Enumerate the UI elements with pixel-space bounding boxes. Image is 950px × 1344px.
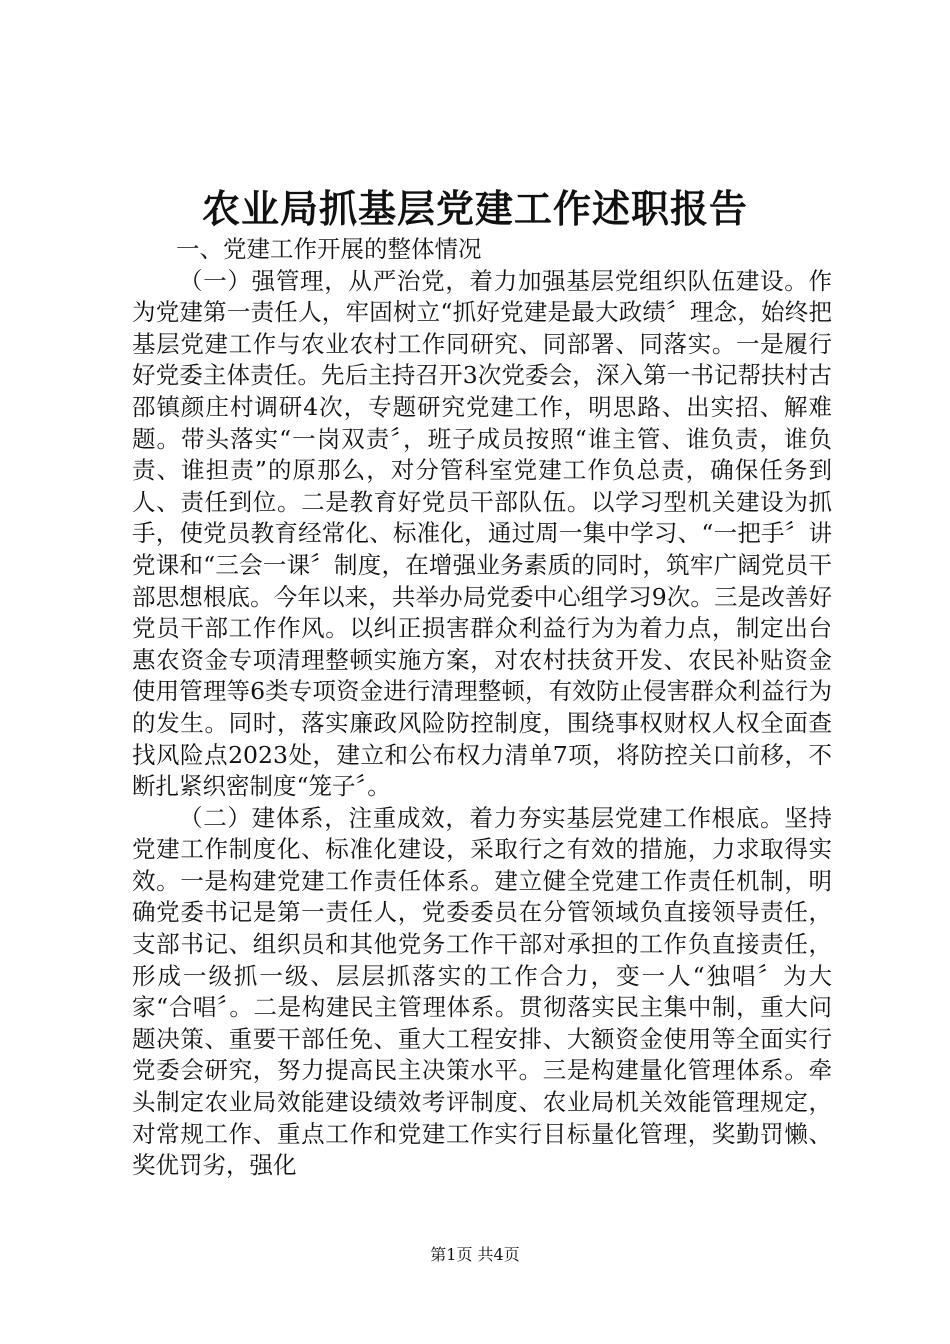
document-title: 农业局抓基层党建工作述职报告 xyxy=(201,186,748,231)
paragraph-1: （一）强管理，从严治党，着力加强基层党组织队伍建设。作为党建第一责任人，牢固树立“抓好党建是最大政绩〞理念，始终把基层党建工作与农业农村工作同研究、同部署、同落实。一是履行好党委主体责任。先后主持召开3次党委会，深入第一书记帮扶村古邵镇颜庄村调研4次，专题研究党建工作，明思路、出实招、解难题。带头落实“一岗双责〞，班子成员按照“谁主管、谁负责，谁负责、谁担责”的原那么，对分管科室党建工作负总责，确保任务到人、责任到位。二是教育好党员干部队伍。以学习型机关建设为抓手，使党员教育经常化、标准化，通过周一集中学习、“一把手〞讲党课和“三会一课〞制度，在增强业务素质的同时，筑牢广阔党员干部思想根底。今年以来，共举办局党委中心组学习9次。三是改善好党员干部工作作风。以纠正损害群众利益行为为着力点，制定出台惠农资金专项清理整顿实施方案，对农村扶贫开发、农民补贴资金使用管理等6类专项资金进行清理整顿，有效防止侵害群众利益行为的发生。同时，落实廉政风险防控制度，围绕事权财权人权全面查找风险点2023处，建立和公布权力清单7项，将防控关口前移，不断扎紧织密制度“笼子〞。 xyxy=(132,266,832,801)
paragraph-2: （二）建体系，注重成效，着力夯实基层党建工作根底。坚持党建工作制度化、标准化建设，采取行之有效的措施，力求取得实效。一是构建党建工作责任体系。建立健全党建工作责任机制，明确党委书记是第一责任人，党委委员在分管领域负直接领导责任，支部书记、组织员和其他党务工作干部对承担的工作负直接责任，形成一级抓一级、层层抓落实的工作合力，变一人“独唱〞为大家“合唱〞。二是构建民主管理体系。贯彻落实民主集中制，重大问题决策、重要干部任免、重大工程安排、大额资金使用等全面实行党委会研究，努力提高民主决策水平。三是构建量化管理体系。牵头制定农业局效能建设绩效考评制度、农业局机关效能管理规定，对常规工作、重点工作和党建工作实行目标量化管理，奖勤罚懒、奖优罚劣，强化 xyxy=(132,803,832,1180)
document-body xyxy=(132,234,832,1182)
page-number-footer: 第1页 共4页 xyxy=(430,1245,520,1264)
section-heading: 一、党建工作开展的整体情况 xyxy=(176,235,482,263)
